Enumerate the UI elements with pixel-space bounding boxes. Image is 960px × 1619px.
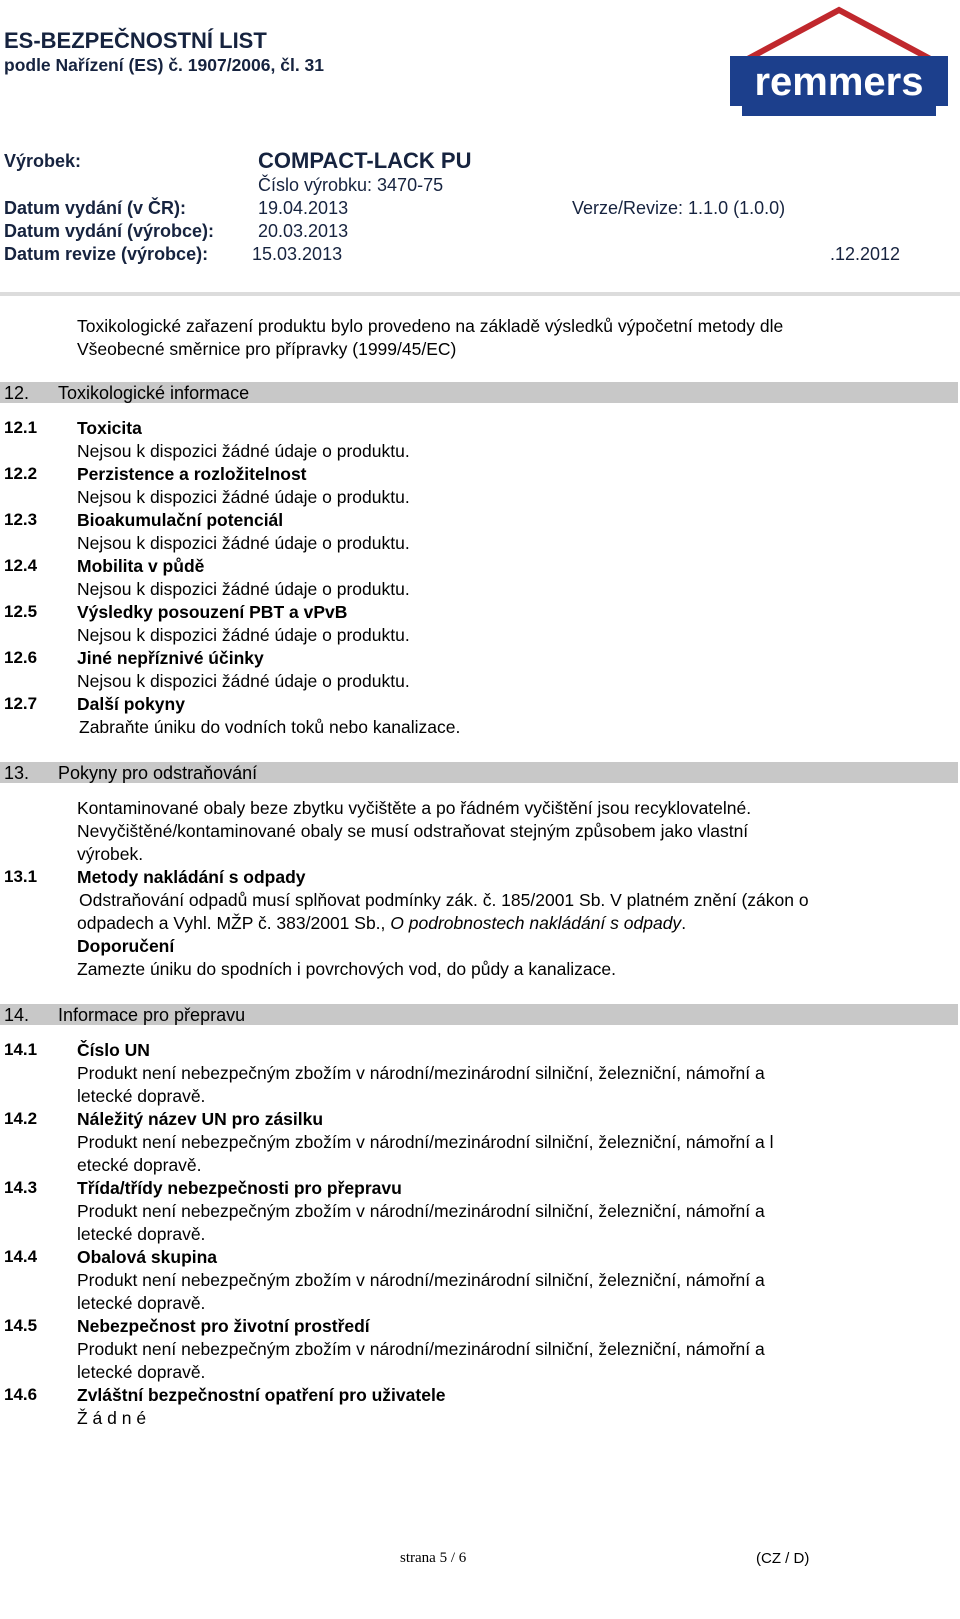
section-13-text-line2: Nevyčištěné/kontaminované obaly se musí odstraňovat stejným způsobem jako vlastní: [77, 821, 749, 841]
item-12-4-number: 12.4: [4, 556, 38, 575]
item-14-4-text-line2: letecké dopravě.: [77, 1293, 206, 1313]
recommendation-text: Zamezte úniku do spodních i povrchových vod, do půdy a kanalizace.: [77, 959, 616, 979]
item-14-5-number: 14.5: [4, 1316, 38, 1335]
section-14-header: [0, 1004, 958, 1025]
header-divider: [0, 292, 960, 296]
item-14-1-text-line2: letecké dopravě.: [77, 1086, 206, 1106]
item-14-5-text-line2: letecké dopravě.: [77, 1362, 206, 1382]
item-13-1-text-line2: [77, 913, 686, 934]
item-14-2-text-line1: Produkt není nebezpečným zbožím v národní/mezinárodní silniční, železniční, námořní a l: [77, 1132, 774, 1152]
item-14-4-number: 14.4: [4, 1247, 38, 1266]
item-14-1-title: Číslo UN: [77, 1040, 150, 1060]
section-13-number: 13.: [4, 763, 30, 783]
item-14-3-text-line1: Produkt není nebezpečným zbožím v národní/mezinárodní silniční, železniční, námořní a: [77, 1201, 765, 1221]
section-14-title: Informace pro přepravu: [58, 1005, 246, 1025]
item-12-7-number: 12.7: [4, 694, 38, 713]
item-12-4-title: Mobilita v půdě: [77, 556, 205, 576]
page-number: strana 5 / 6: [400, 1550, 467, 1566]
item-13-1-title: Metody nakládání s odpady: [77, 867, 306, 887]
item-14-4-title: Obalová skupina: [77, 1247, 218, 1267]
product-number: Číslo výrobku: 3470-75: [258, 175, 444, 195]
item-14-5-title: Nebezpečnost pro životní prostředí: [77, 1316, 370, 1336]
item-12-1-text: Nejsou k dispozici žádné údaje o produktu.: [77, 441, 410, 461]
section-12-title: Toxikologické informace: [58, 383, 250, 403]
intro-line2: Všeobecné směrnice pro přípravky (1999/45/EC): [77, 339, 457, 359]
item-13-1-text-line1: Odstraňování odpadů musí splňovat podmínky zák. č. 185/2001 Sb. V platném znění (zákon o: [79, 890, 809, 910]
item-14-2-number: 14.2: [4, 1109, 38, 1128]
item-14-5-text-line1: Produkt není nebezpečným zbožím v národní/mezinárodní silniční, železniční, námořní a: [77, 1339, 765, 1359]
item-12-6-number: 12.6: [4, 648, 38, 667]
item-14-2-text-line2: etecké dopravě.: [77, 1155, 202, 1175]
item-14-6-text-line1: Ž á d n é: [77, 1408, 147, 1428]
section-13-text-line1: Kontaminované obaly beze zbytku vyčištěte a po řádném vyčištění jsou recyklovatelné.: [77, 798, 752, 818]
item-14-6-number: 14.6: [4, 1385, 38, 1404]
item-14-6-title: Zvláštní bezpečnostní opatření pro uživatele: [77, 1385, 446, 1405]
item-12-2-text: Nejsou k dispozici žádné údaje o produktu.: [77, 487, 410, 507]
item-12-1-title: Toxicita: [77, 418, 142, 438]
section-14-number: 14.: [4, 1005, 30, 1025]
issue-mfr-label: Datum vydání (výrobce):: [4, 221, 215, 241]
item-12-7-title: Další pokyny: [77, 694, 185, 714]
item-13-1-text-italic: O podrobnostech nakládání s odpady: [390, 913, 682, 933]
item-12-7-text: Zabraňte úniku do vodních toků nebo kanalizace.: [79, 717, 461, 737]
language-code: (CZ / D): [756, 1550, 810, 1567]
item-12-5-title: Výsledky posouzení PBT a vPvB: [77, 602, 348, 622]
item-12-6-title: Jiné nepříznivé účinky: [77, 648, 264, 668]
item-14-3-text-line2: letecké dopravě.: [77, 1224, 206, 1244]
remmers-logo: [728, 4, 950, 120]
item-12-3-text: Nejsou k dispozici žádné údaje o produktu.: [77, 533, 410, 553]
item-12-5-text: Nejsou k dispozici žádné údaje o produktu.: [77, 625, 410, 645]
version-label: Verze/Revize: 1.1.0 (1.0.0): [572, 198, 786, 218]
revision-value: 15.03.2013: [252, 244, 343, 264]
item-12-2-title: Perzistence a rozložitelnost: [77, 464, 307, 484]
item-14-1-number: 14.1: [4, 1040, 38, 1059]
item-12-5-number: 12.5: [4, 602, 38, 621]
item-14-2-title: Náležitý název UN pro zásilku: [77, 1109, 324, 1129]
recommendation-title: Doporučení: [77, 936, 175, 956]
item-13-1-text-end: .: [681, 913, 687, 933]
item-12-6-text: Nejsou k dispozici žádné údaje o produktu.: [77, 671, 410, 691]
section-13-text-line3: výrobek.: [77, 844, 144, 864]
item-12-3-number: 12.3: [4, 510, 38, 529]
revision-label: Datum revize (výrobce):: [4, 244, 209, 264]
section-12-number: 12.: [4, 383, 30, 403]
item-14-3-number: 14.3: [4, 1178, 38, 1197]
document-title: ES-BEZPEČNOSTNÍ LIST: [4, 28, 267, 53]
item-14-4-text-line1: Produkt není nebezpečným zbožím v národní/mezinárodní silniční, železniční, námořní a: [77, 1270, 765, 1290]
item-12-2-number: 12.2: [4, 464, 38, 483]
document-subtitle: podle Nařízení (ES) č. 1907/2006, čl. 31: [4, 55, 325, 75]
issue-cr-label: Datum vydání (v ČR):: [4, 198, 187, 218]
logo-text: remmers: [754, 60, 924, 104]
issue-mfr-value: 20.03.2013: [258, 221, 349, 241]
item-12-1-number: 12.1: [4, 418, 38, 437]
section-12-header: [0, 382, 958, 403]
item-14-3-title: Třída/třídy nebezpečnosti pro přepravu: [77, 1178, 402, 1198]
intro-line1: Toxikologické zařazení produktu bylo provedeno na základě výsledků výpočetní metody dle: [77, 316, 784, 336]
revision-extra: .12.2012: [830, 244, 901, 264]
item-14-1-text-line1: Produkt není nebezpečným zbožím v národní/mezinárodní silniční, železniční, námořní a: [77, 1063, 765, 1083]
section-13-header: [0, 762, 958, 783]
item-12-4-text: Nejsou k dispozici žádné údaje o produktu.: [77, 579, 410, 599]
item-13-1-number: 13.1: [4, 867, 38, 886]
item-12-3-title: Bioakumulační potenciál: [77, 510, 284, 530]
section-13-title: Pokyny pro odstraňování: [58, 763, 258, 783]
item-13-1-text-regular: odpadech a Vyhl. MŽP č. 383/2001 Sb.,: [77, 913, 386, 933]
product-label: Výrobek:: [4, 151, 82, 171]
issue-cr-value: 19.04.2013: [258, 198, 349, 218]
product-name: COMPACT-LACK PU: [258, 148, 472, 173]
